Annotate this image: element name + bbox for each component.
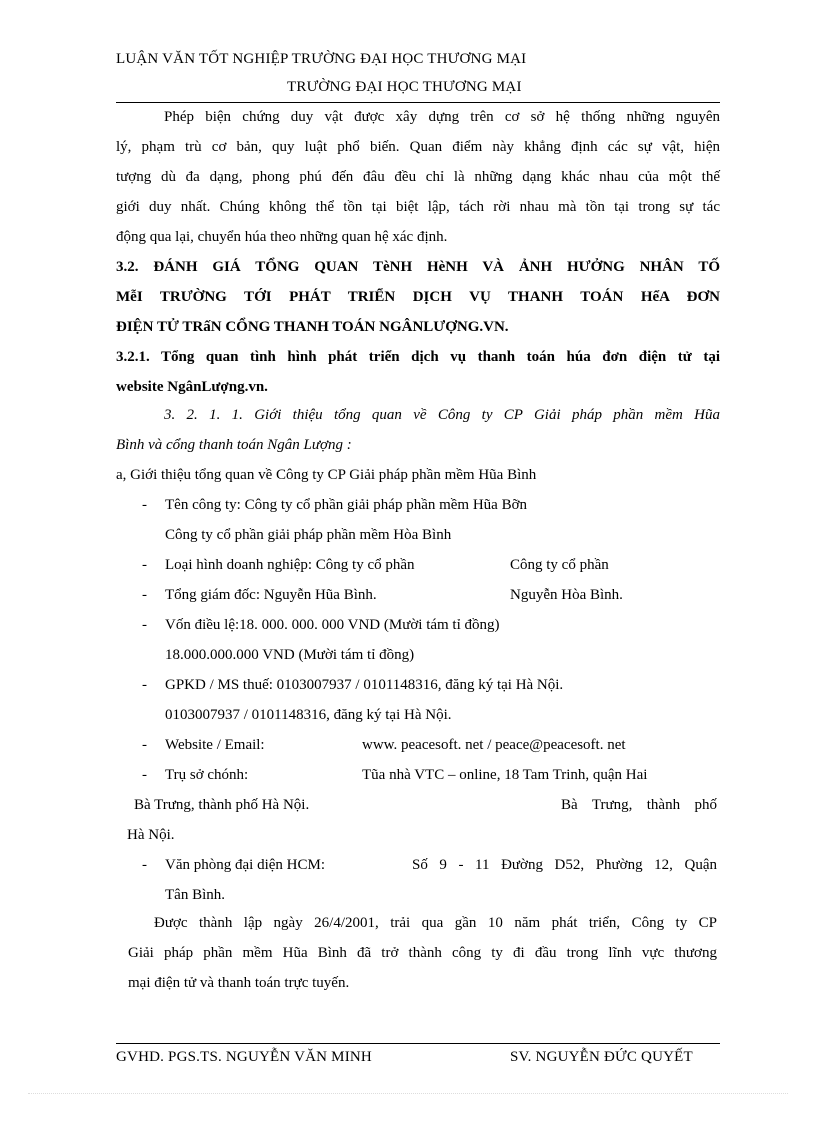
paragraph-line: Phép biện chứng duy vật được xây dựng trên cơ sở hệ thống những nguyên <box>164 109 720 125</box>
bullet-dash: - <box>142 677 147 693</box>
list-item: Hà Nội. <box>127 827 175 843</box>
section-heading: ĐIỆN TỬ TRấN CỔNG THANH TOÁN NGÂNLƯỢNG.VN. <box>116 319 509 335</box>
footer-student: SV. NGUYỄN ĐỨC QUYẾT <box>510 1049 693 1065</box>
paragraph-line: lý, phạm trù cơ bản, quy luật phổ biến. Quan điểm này khẳng định các sự vật, hiện <box>116 139 720 155</box>
list-item-value: Bà Trưng, thành phố <box>561 797 717 813</box>
list-item: Tên công ty: Công ty cổ phần giải pháp phần mềm Hũa Bỡn <box>165 497 528 513</box>
paragraph-line: Được thành lập ngày 26/4/2001, trải qua gần 10 năm phát triển, Công ty CP <box>154 915 717 931</box>
bullet-dash: - <box>142 617 147 633</box>
page-bottom-border <box>28 1093 788 1094</box>
list-item: GPKD / MS thuế: 0103007937 / 0101148316, đăng ký tại Hà Nội. <box>165 677 564 693</box>
sub-subsection-heading: 3. 2. 1. 1. Giới thiệu tổng quan về Công ty CP Giải pháp phần mềm Hũa <box>164 407 720 423</box>
list-item: 0103007937 / 0101148316, đăng ký tại Hà Nội. <box>165 707 452 723</box>
list-item: Tân Bình. <box>165 887 225 903</box>
list-item-value: www. peacesoft. net / peace@peacesoft. net <box>362 737 626 753</box>
bullet-dash: - <box>142 497 147 513</box>
list-item: Bà Trưng, thành phố Hà Nội. <box>134 797 310 813</box>
paragraph-line: động qua lại, chuyển húa theo những quan hệ xác định. <box>116 229 448 245</box>
paragraph-line: Giải pháp phần mềm Hũa Bình đã trở thành công ty đi đầu trong lĩnh vực thương <box>128 945 717 961</box>
bullet-dash: - <box>142 767 147 783</box>
list-item: Công ty cổ phần giải pháp phần mềm Hòa Bình <box>165 527 452 543</box>
header-title: LUẬN VĂN TỐT NGHIỆP TRƯỜNG ĐẠI HỌC THƯƠNG MẠI <box>116 51 527 67</box>
paragraph-line: giới duy nhất. Chúng không thể tồn tại biệt lập, tách rời nhau mà tồn tại trong sự tác <box>116 199 720 215</box>
footer-rule <box>116 1043 720 1044</box>
section-heading: MễI TRƯỜNG TỚI PHÁT TRIỂN DỊCH VỤ THANH TOÁN HểA ĐƠN <box>116 289 720 305</box>
section-heading: 3.2. ĐÁNH GIÁ TỔNG QUAN TèNH HèNH VÀ ẢNH HƯỞNG NHÂN TỐ <box>116 259 720 275</box>
list-item-value: Số 9 - 11 Đường D52, Phường 12, Quận <box>412 857 717 873</box>
subsection-a-title: a, Giới thiệu tổng quan về Công ty CP Giải pháp phần mềm Hũa Bình <box>116 467 537 483</box>
bullet-dash: - <box>142 857 147 873</box>
list-item: 18.000.000.000 VND (Mười tám tỉ đồng) <box>165 647 415 663</box>
list-item: Loại hình doanh nghiệp: Công ty cổ phần <box>165 557 415 573</box>
bullet-dash: - <box>142 557 147 573</box>
paragraph-line: mại điện tử và thanh toán trực tuyến. <box>128 975 350 991</box>
list-item: Trụ sở chónh: <box>165 767 249 783</box>
subsection-heading: website NgânLượng.vn. <box>116 379 268 395</box>
footer-advisor: GVHD. PGS.TS. NGUYỄN VĂN MINH <box>116 1049 372 1065</box>
list-item: Website / Email: <box>165 737 265 753</box>
paragraph-line: tượng dù đa dạng, phong phú đến đâu đều chỉ là những dạng khác nhau của một thế <box>116 169 720 185</box>
list-item-value: Tũa nhà VTC – online, 18 Tam Trinh, quận Hai <box>362 767 648 783</box>
header-subtitle: TRƯỜNG ĐẠI HỌC THƯƠNG MẠI <box>287 79 522 95</box>
list-item: Tổng giám đốc: Nguyễn Hũa Bình. <box>165 587 377 603</box>
list-item-value: Công ty cổ phần <box>510 557 609 573</box>
header-rule <box>116 102 720 103</box>
sub-subsection-heading: Bình và cổng thanh toán Ngân Lượng : <box>116 437 352 453</box>
list-item: Vốn điều lệ:18. 000. 000. 000 VND (Mười tám tỉ đồng) <box>165 617 500 633</box>
list-item-value: Nguyễn Hòa Bình. <box>510 587 623 603</box>
bullet-dash: - <box>142 587 147 603</box>
list-item: Văn phòng đại diện HCM: <box>165 857 325 873</box>
bullet-dash: - <box>142 737 147 753</box>
subsection-heading: 3.2.1. Tổng quan tình hình phát triển dịch vụ thanh toán húa đơn điện tử tại <box>116 349 720 365</box>
